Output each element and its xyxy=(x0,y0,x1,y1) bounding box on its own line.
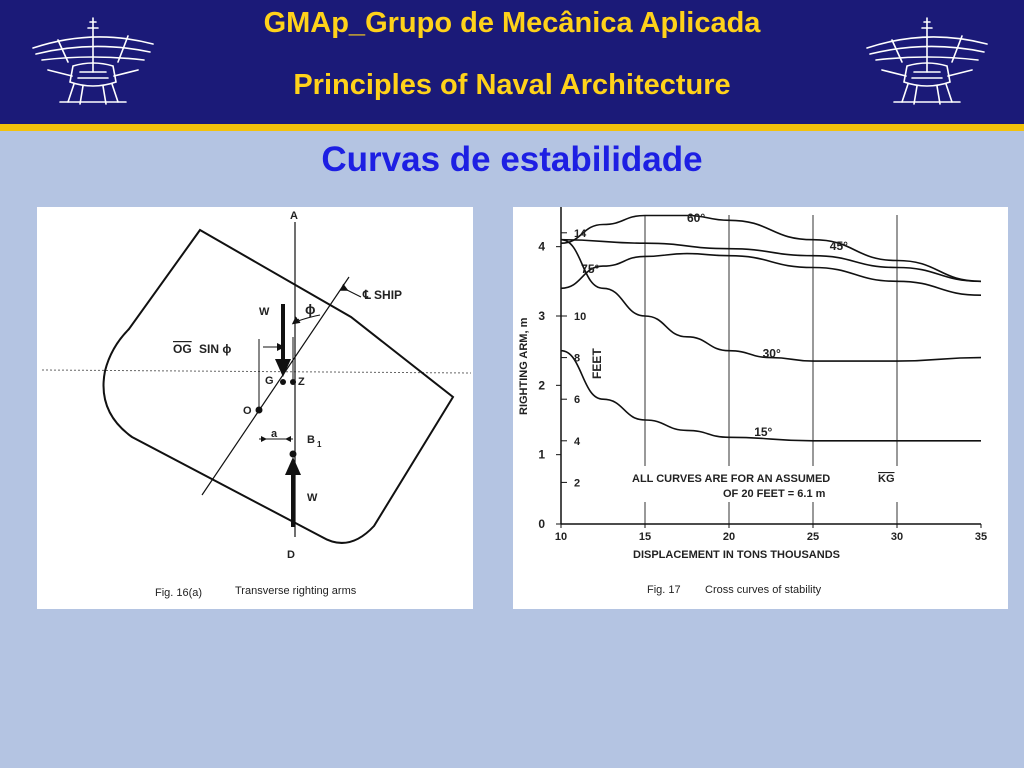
label-g-point: G xyxy=(265,375,274,387)
point-o xyxy=(256,407,263,414)
curve-label-45-deg: 45° xyxy=(829,239,848,254)
point-b1 xyxy=(290,451,297,458)
curve-60-deg xyxy=(561,216,981,282)
curve-label-30-deg: 30° xyxy=(762,346,781,361)
x-tick-label-30: 30 xyxy=(890,531,904,543)
cross-curves-figure xyxy=(513,207,1008,609)
label-z-point: Z xyxy=(298,376,305,388)
righting-arms-diagram xyxy=(37,207,473,609)
y-tick-label-m-0: 0 xyxy=(538,517,545,531)
curve-label-15-deg: 15° xyxy=(754,424,773,439)
curve-75-deg xyxy=(561,254,981,296)
header-divider xyxy=(0,124,1024,131)
y-tick-label-m-1: 1 xyxy=(538,447,545,462)
y-tick-label-m-2: 2 xyxy=(538,378,545,393)
y-axis-label-meters: RIGHTING ARM, m xyxy=(518,317,530,415)
x-tick-label-25: 25 xyxy=(806,531,820,543)
label-sin-phi: SIN ϕ xyxy=(199,342,232,356)
y-tick-label-ft-10: 10 xyxy=(574,311,587,323)
label-a-point: A xyxy=(290,210,298,222)
fig17-caption-number: Fig. 17 xyxy=(647,584,681,596)
label-og: OG xyxy=(173,342,192,356)
label-a-arm: a xyxy=(271,428,278,440)
y-tick-label-ft-8: 8 xyxy=(574,352,581,365)
curve-label-60-deg: 60° xyxy=(687,211,706,225)
fig17-caption-text: Cross curves of stability xyxy=(705,584,822,596)
y-tick-label-ft-6: 6 xyxy=(574,394,581,407)
x-axis-label: DISPLACEMENT IN TONS THOUSANDS xyxy=(633,549,840,561)
y-tick-label-ft-4: 4 xyxy=(574,435,581,448)
note-line-1: ALL CURVES ARE FOR AN ASSUMED xyxy=(632,473,831,485)
group-name-heading: GMAp_Grupo de Mecânica Aplicada xyxy=(263,7,761,39)
curve-30-deg xyxy=(561,240,981,361)
helicopter-sketch-icon xyxy=(862,10,992,110)
label-b1-point: B xyxy=(307,434,315,446)
cross-curves-chart xyxy=(513,207,1008,609)
y-tick-label-ft-2: 2 xyxy=(574,477,581,490)
point-g xyxy=(280,379,286,385)
x-tick-label-15: 15 xyxy=(638,531,652,543)
course-name-heading: Principles of Naval Architecture xyxy=(293,69,731,101)
waterline xyxy=(42,370,471,373)
note-kg: KG xyxy=(878,473,895,485)
label-phi: ϕ xyxy=(305,301,316,317)
fig16-caption-text: Transverse righting arms xyxy=(235,585,357,597)
hull-outline xyxy=(104,230,453,543)
y-tick-label-m-4: 4 xyxy=(538,239,545,254)
fig16-caption-number: Fig. 16(a) xyxy=(155,587,203,599)
righting-arms-figure xyxy=(37,207,473,609)
note-line-2: OF 20 FEET = 6.1 m xyxy=(723,488,826,500)
label-w-top: W xyxy=(259,306,270,318)
slide-header xyxy=(0,0,1024,124)
label-o-point: O xyxy=(243,405,252,417)
x-tick-label-20: 20 xyxy=(722,531,736,543)
label-ship-centerline: ℄ SHIP xyxy=(363,288,403,302)
label-d-point: D xyxy=(287,549,295,561)
curve-label-75-deg: 75° xyxy=(581,262,600,277)
label-w-bottom: W xyxy=(307,492,318,504)
y-axis-label-feet: FEET xyxy=(590,348,604,379)
y-tick-label-ft-14: 14 xyxy=(574,227,587,240)
x-tick-label-10: 10 xyxy=(554,531,568,543)
slide-title: Curvas de estabilidade xyxy=(321,140,703,179)
x-tick-label-35: 35 xyxy=(974,531,988,543)
label-b1-subscript: 1 xyxy=(317,440,322,449)
ship-centerline xyxy=(202,277,349,495)
y-tick-label-m-3: 3 xyxy=(538,309,545,323)
